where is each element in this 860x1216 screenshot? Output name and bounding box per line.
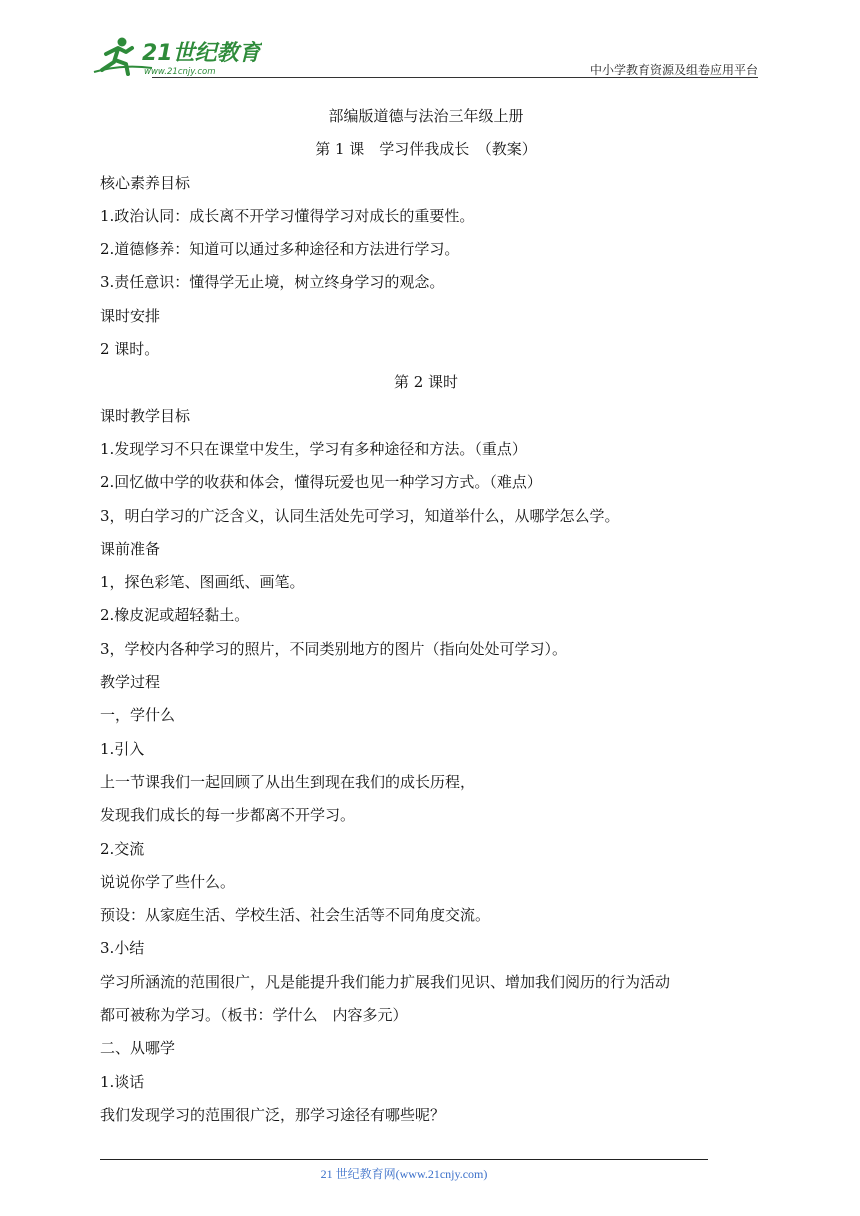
text-line: 3，学校内各种学习的照片，不同类别地方的图片（指向处处可学习）。 [100, 639, 568, 658]
lesson-title: 第 2 课时 [393, 373, 459, 392]
svg-text:21世纪教育: 21世纪教育 [142, 41, 261, 66]
svg-text:www.21cnjy.com: www.21cnjy.com [144, 67, 216, 77]
text-line: 上一节课我们一起回顾了从出生到现在我们的成长历程， [100, 772, 476, 791]
text-line: 1.发现学习不只在课堂中发生，学习有多种途径和方法。（重点） [100, 439, 527, 458]
doc-title: 部编版道德与法治三年级上册 [328, 107, 524, 125]
text-line: 说说你学了些什么。 [100, 872, 236, 891]
text-line: 预设：从家庭生活、学校生活、社会生活等不同角度交流。 [100, 906, 491, 925]
text-line: 3.小结 [100, 939, 145, 958]
text-line: 3.责任意识：懂得学无止境，树立终身学习的观念。 [100, 273, 445, 292]
text-line: 3，明白学习的广泛含义，认同生活处先可学习，知道举什么，从哪学怎么学。 [100, 506, 620, 525]
text-line: 1.政治认同：成长离不开学习懂得学习对成长的重要性。 [100, 206, 475, 225]
footer-divider [100, 1159, 708, 1160]
section-heading: 课前准备 [100, 539, 161, 558]
paragraph-line: 学习所涵流的范围很广，凡是能提升我们能力扩展我们见识、增加我们阅历的行为活动 [100, 972, 671, 991]
text-line: 发现我们成长的每一步都离不开学习。 [100, 806, 356, 825]
section-heading: 课时安排 [100, 306, 161, 325]
text-line: 1.谈话 [100, 1072, 145, 1091]
text-line: 2.橡皮泥或超轻黏土。 [100, 606, 250, 625]
section-heading: 课时教学目标 [100, 406, 191, 425]
header-divider [152, 77, 758, 78]
text-line: 2.回忆做中学的收获和体会，懂得玩爱也见一种学习方式。（难点） [100, 473, 542, 492]
footer-link[interactable]: 21 世纪教育网(www.21cnjy.com) [320, 1167, 488, 1181]
runner-logo-icon [92, 34, 262, 78]
text-line: 一，学什么 [100, 706, 176, 725]
section-heading: 核心素养目标 [100, 173, 191, 192]
text-line: 1，探色彩笔、图画纸、画笔。 [100, 573, 305, 592]
text-line: 2.道德修养：知道可以通过多种途径和方法进行学习。 [100, 240, 460, 259]
doc-subtitle: 第 1 课 学习伴我成长 （教案） [315, 140, 537, 159]
text-line: 我们发现学习的范围很广泛，那学习途径有哪些呢？ [100, 1105, 446, 1124]
document-body [100, 105, 760, 1137]
text-line: 2.交流 [100, 839, 145, 858]
platform-label: 中小学教育资源及组卷应用平台 [589, 63, 758, 77]
paragraph-line: 都可被称为学习。（板书：学什么 内容多元） [100, 1006, 408, 1025]
logo [92, 34, 262, 78]
page-header [92, 34, 758, 82]
section-heading: 教学过程 [100, 673, 161, 692]
text-line: 2 课时。 [100, 340, 160, 359]
text-line: 1.引入 [100, 739, 145, 758]
text-line: 二、从哪学 [100, 1039, 176, 1058]
